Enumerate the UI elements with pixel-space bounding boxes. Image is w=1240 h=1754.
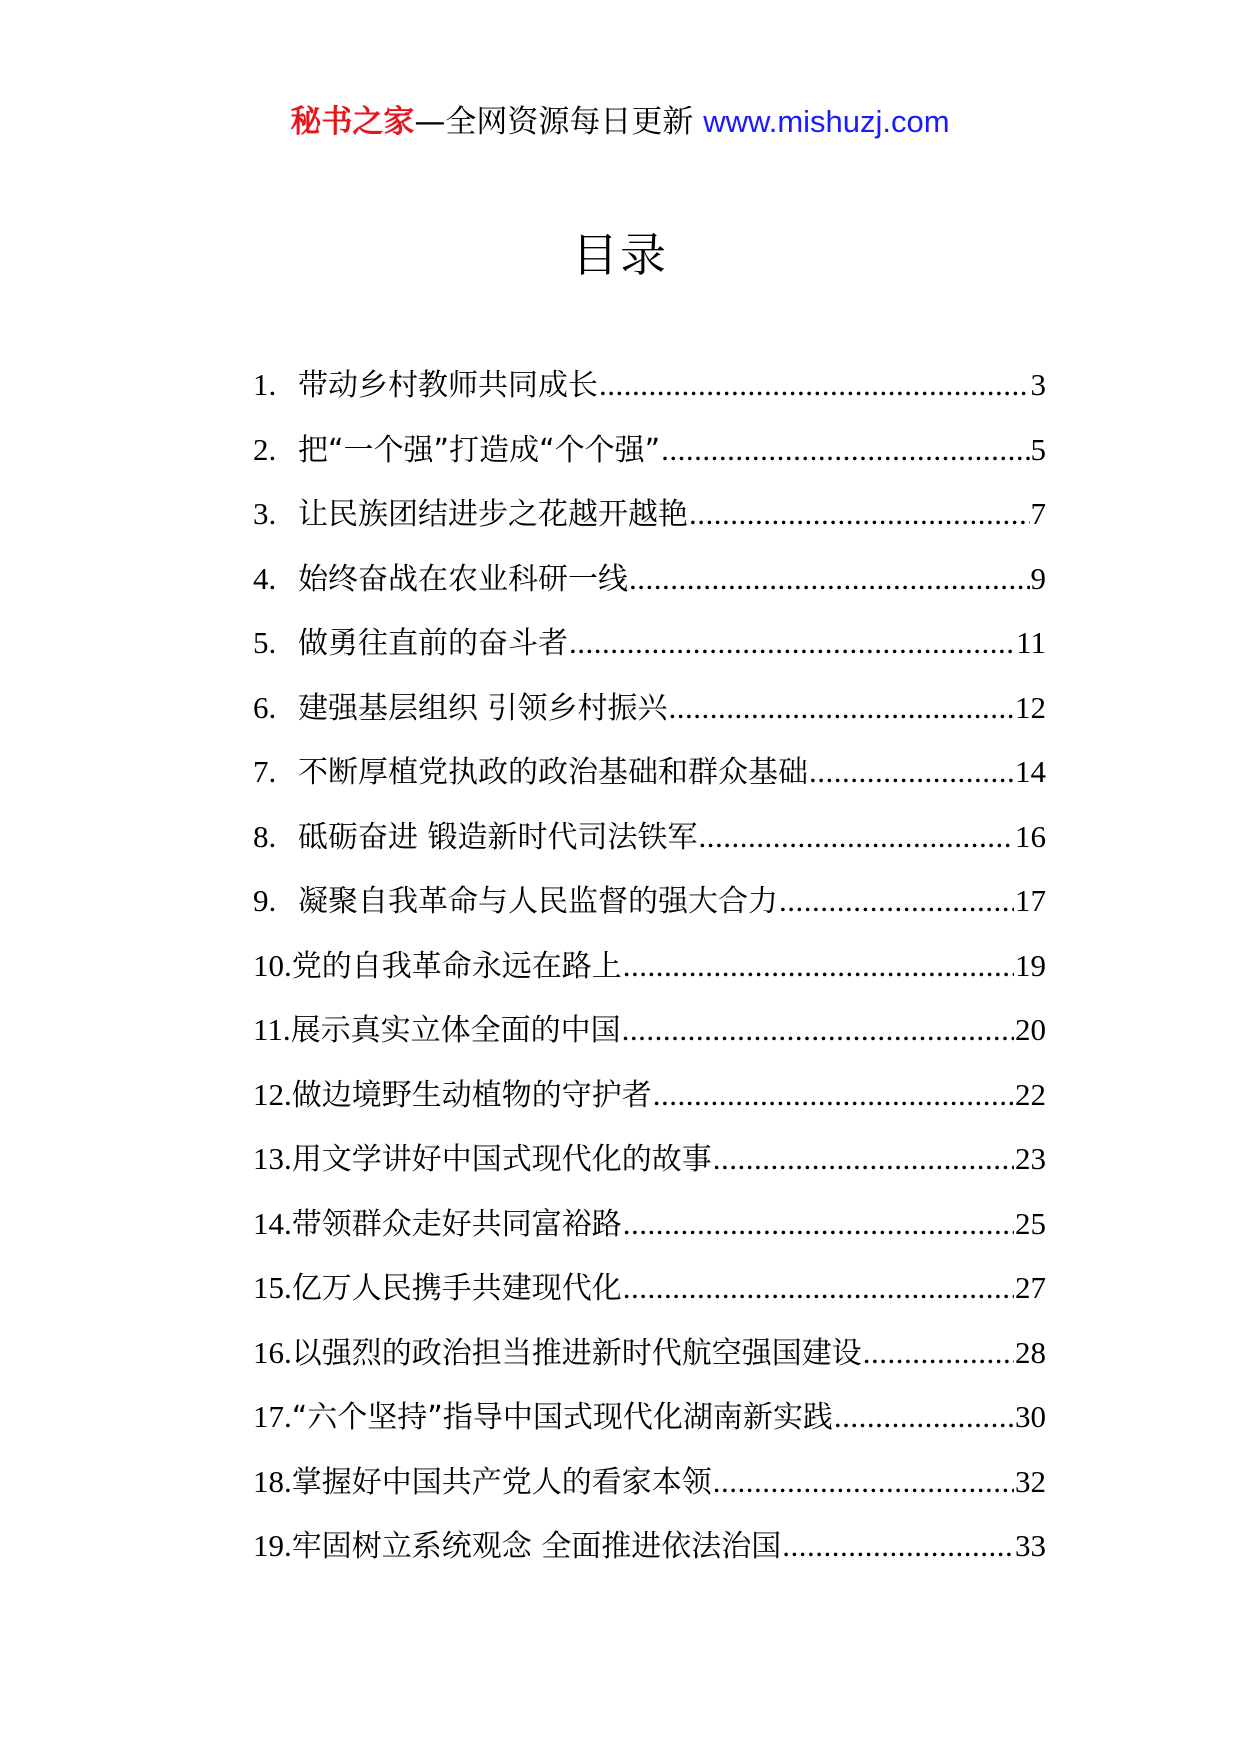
table-of-contents: [253, 360, 1046, 1586]
toc-entry-number: 8.: [253, 818, 277, 854]
toc-entry-number: 10.: [253, 947, 292, 983]
toc-entry-page: 25: [1015, 1205, 1046, 1241]
toc-entry-title: 掌握好中国共产党人的看家本领: [291, 1464, 712, 1500]
toc-entry[interactable]: [253, 1521, 1046, 1586]
toc-entry-page: 3: [1030, 367, 1046, 402]
toc-entry-title: 用文学讲好中国式现代化的故事: [291, 1142, 712, 1177]
toc-entry-title: 亿万人民携手共建现代化: [291, 1271, 622, 1306]
toc-entry[interactable]: [253, 1070, 1046, 1135]
toc-entry-title: 展示真实立体全面的中国: [290, 1013, 621, 1048]
toc-entry-title: 凝聚自我革命与人民监督的强大合力: [298, 884, 778, 919]
toc-entry[interactable]: [253, 812, 1046, 877]
toc-entry-page: 20: [1015, 1012, 1046, 1047]
toc-entry[interactable]: [253, 1392, 1046, 1457]
toc-entry-page: 22: [1015, 1076, 1046, 1112]
toc-entry[interactable]: [253, 1199, 1046, 1264]
site-banner: [0, 100, 1240, 144]
toc-entry-page: 16: [1015, 818, 1046, 854]
page-title: 目录: [572, 228, 668, 282]
toc-entry-page: 5: [1030, 431, 1046, 467]
toc-entry-page: 7: [1030, 496, 1046, 531]
toc-leader-dots: [689, 496, 1030, 532]
toc-entry-title: 让民族团结进步之花越开越艳: [298, 497, 688, 532]
toc-entry[interactable]: [253, 1263, 1046, 1328]
toc-leader-dots: [623, 948, 1014, 984]
toc-entry-number: 9.: [253, 883, 277, 918]
toc-entry[interactable]: [253, 360, 1046, 425]
toc-leader-dots: [622, 1012, 1014, 1048]
toc-entry-number: 1.: [253, 367, 277, 402]
toc-entry-title: 以强烈的政治担当推进新时代航空强国建设: [291, 1335, 862, 1371]
toc-entry[interactable]: [253, 683, 1046, 748]
toc-entry-number: 11.: [253, 1012, 291, 1047]
toc-leader-dots: [713, 1141, 1014, 1177]
toc-entry-page: 33: [1015, 1528, 1046, 1563]
toc-entry-number: 3.: [253, 496, 277, 531]
toc-entry-page: 9: [1030, 560, 1046, 596]
toc-entry-number: 18.: [253, 1463, 292, 1499]
toc-entry[interactable]: [253, 1005, 1046, 1070]
toc-entry[interactable]: [253, 747, 1046, 812]
toc-leader-dots: [779, 883, 1014, 919]
toc-leader-dots: [623, 1206, 1014, 1242]
toc-leader-dots: [599, 367, 1030, 403]
toc-entry-title: 带动乡村教师共同成长: [298, 368, 598, 403]
toc-entry-number: 17.: [253, 1399, 292, 1434]
toc-entry-page: 14: [1015, 754, 1046, 789]
toc-entry-page: 17: [1015, 883, 1046, 918]
toc-entry-title: 始终奋战在农业科研一线: [298, 561, 628, 597]
brand-name: 秘书之家: [290, 104, 415, 140]
toc-entry[interactable]: [253, 618, 1046, 683]
toc-entry-title: 牢固树立系统观念 全面推进依法治国: [291, 1529, 782, 1564]
toc-entry-number: 12.: [253, 1076, 292, 1112]
toc-entry-title: 把“一个强”打造成“个个强”: [298, 432, 661, 468]
toc-entry-page: 19: [1015, 947, 1046, 983]
toc-entry-number: 15.: [253, 1270, 292, 1305]
toc-entry-page: 11: [1016, 625, 1046, 660]
toc-leader-dots: [863, 1335, 1014, 1371]
toc-entry-title: 带领群众走好共同富裕路: [291, 1206, 622, 1242]
toc-entry[interactable]: [253, 1134, 1046, 1199]
toc-leader-dots: [809, 754, 1014, 790]
toc-entry[interactable]: [253, 1457, 1046, 1522]
toc-leader-dots: [653, 1077, 1014, 1113]
toc-entry-number: 4.: [253, 560, 277, 596]
toc-entry[interactable]: [253, 941, 1046, 1006]
toc-entry-number: 5.: [253, 625, 277, 660]
toc-entry[interactable]: [253, 876, 1046, 941]
toc-entry-title: 做勇往直前的奋斗者: [298, 626, 568, 661]
toc-entry-number: 13.: [253, 1141, 292, 1176]
toc-entry-page: 23: [1015, 1141, 1046, 1176]
toc-entry[interactable]: [253, 425, 1046, 490]
toc-entry-title: 党的自我革命永远在路上: [291, 948, 622, 984]
toc-entry-title: 不断厚植党执政的政治基础和群众基础: [298, 755, 808, 790]
toc-entry-number: 19.: [253, 1528, 292, 1563]
toc-entry-page: 28: [1015, 1334, 1046, 1370]
toc-entry-number: 2.: [253, 431, 277, 467]
toc-entry-number: 6.: [253, 689, 277, 725]
site-url-link[interactable]: www.mishuzj.com: [703, 104, 950, 139]
toc-entry-page: 32: [1015, 1463, 1046, 1499]
toc-leader-dots: [669, 690, 1014, 726]
toc-entry-number: 7.: [253, 754, 277, 789]
toc-leader-dots: [569, 625, 1015, 661]
toc-entry[interactable]: [253, 554, 1046, 619]
toc-entry-page: 27: [1015, 1270, 1046, 1305]
toc-entry-title: 建强基层组织 引领乡村振兴: [298, 690, 668, 726]
toc-leader-dots: [699, 819, 1014, 855]
banner-tagline: —全网资源每日更新: [414, 104, 694, 140]
toc-entry[interactable]: [253, 489, 1046, 554]
toc-entry-title: “六个坚持”指导中国式现代化湖南新实践: [291, 1400, 833, 1435]
toc-entry-number: 16.: [253, 1334, 292, 1370]
toc-entry-page: 30: [1015, 1399, 1046, 1434]
toc-entry[interactable]: [253, 1328, 1046, 1393]
toc-leader-dots: [623, 1270, 1014, 1306]
toc-leader-dots: [713, 1464, 1014, 1500]
toc-leader-dots: [782, 1528, 1014, 1564]
toc-leader-dots: [834, 1399, 1014, 1435]
toc-entry-number: 14.: [253, 1205, 292, 1241]
toc-leader-dots: [661, 432, 1029, 468]
toc-entry-title: 做边境野生动植物的守护者: [291, 1077, 652, 1113]
toc-entry-page: 12: [1015, 689, 1046, 725]
toc-entry-title: 砥砺奋进 锻造新时代司法铁军: [298, 819, 698, 855]
toc-leader-dots: [629, 561, 1030, 597]
